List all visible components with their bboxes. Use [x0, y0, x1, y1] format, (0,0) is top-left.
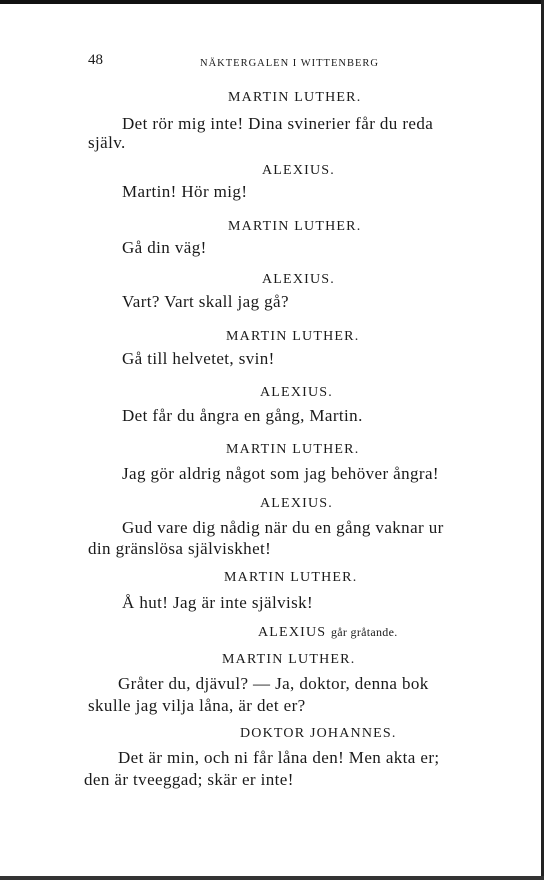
speaker-name: MARTIN LUTHER.	[222, 652, 356, 667]
speaker-name: ALEXIUS	[258, 625, 327, 640]
speaker-name: MARTIN LUTHER.	[226, 329, 360, 344]
speaker-name: ALEXIUS.	[260, 385, 333, 400]
page-top-edge	[0, 0, 544, 4]
dialogue-line: Gå din väg!	[122, 238, 207, 257]
dialogue-line	[122, 518, 512, 538]
dialogue-line: själv.	[88, 133, 126, 152]
page-number: 48	[88, 52, 103, 68]
running-header: NÄKTERGALEN I WITTENBERG	[200, 58, 379, 69]
dialogue-line: Gå till helvetet, svin!	[122, 349, 275, 368]
speaker-name: ALEXIUS.	[262, 163, 335, 178]
stage-direction	[258, 625, 398, 641]
dialogue-line	[118, 674, 508, 694]
dialogue-line: Martin! Hör mig!	[122, 182, 248, 201]
page-bottom-edge	[0, 876, 544, 880]
dialogue-line: den är tveeggad; skär er inte!	[84, 770, 294, 789]
dialogue-line-text: Det rör mig inte! Dina svinerier får du reda	[122, 114, 434, 133]
speaker-name: MARTIN LUTHER.	[228, 219, 362, 234]
dialogue-line-text: Det är min, och ni får låna den! Men akta er;	[118, 748, 440, 767]
stage-direction-text: går gråtande.	[331, 625, 398, 639]
dialogue-line-text: Gud vare dig nådig när du en gång vaknar ur	[122, 518, 444, 537]
dialogue-line-text: Gråter du, djävul? — Ja, doktor, denna bok	[118, 674, 429, 693]
speaker-name: MARTIN LUTHER.	[228, 90, 362, 105]
dialogue-line: skulle jag vilja låna, är det er?	[88, 696, 306, 715]
dialogue-line	[118, 748, 510, 768]
dialogue-line: Jag gör aldrig något som jag behöver ångra!	[122, 464, 439, 483]
speaker-name: MARTIN LUTHER.	[226, 442, 360, 457]
speaker-name: DOKTOR JOHANNES.	[240, 726, 397, 741]
speaker-name: ALEXIUS.	[262, 272, 335, 287]
dialogue-line: Å hut! Jag är inte självisk!	[122, 593, 314, 612]
dialogue-line: din gränslösa själviskhet!	[88, 539, 272, 558]
speaker-name: ALEXIUS.	[260, 496, 333, 511]
dialogue-line	[122, 114, 512, 134]
dialogue-line: Det får du ångra en gång, Martin.	[122, 406, 363, 425]
speaker-name: MARTIN LUTHER.	[224, 570, 358, 585]
dialogue-line: Vart? Vart skall jag gå?	[122, 292, 289, 311]
